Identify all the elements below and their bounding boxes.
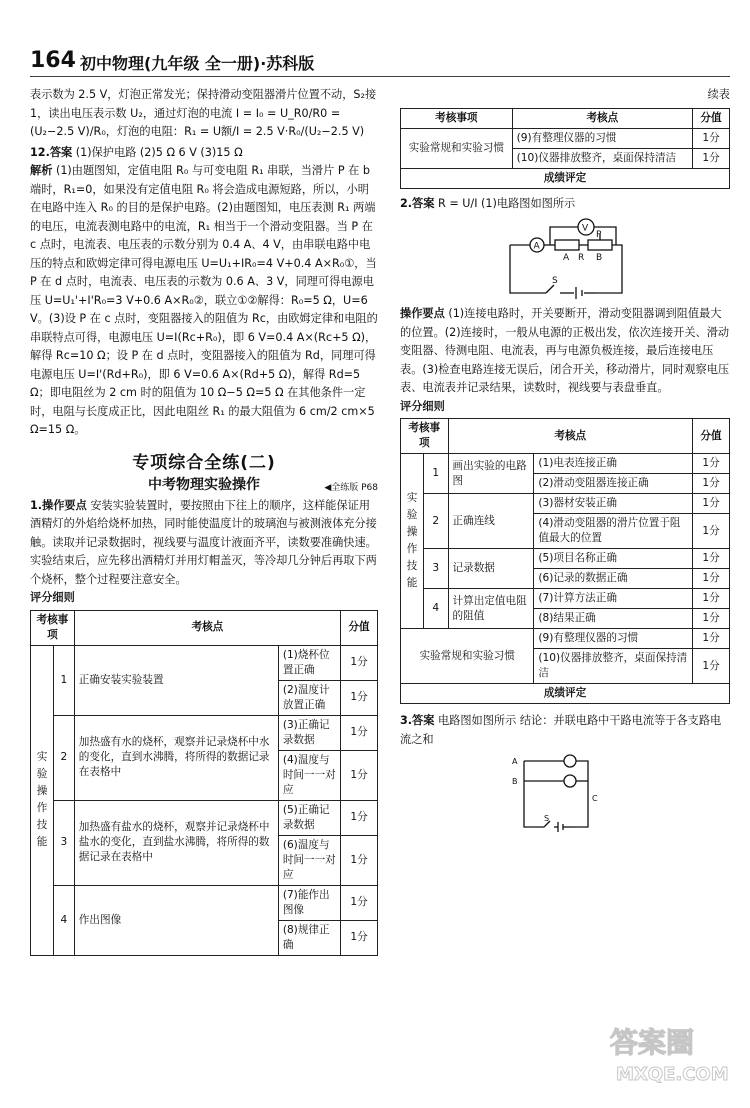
circuit-diagram-q2 — [490, 215, 640, 303]
category-cell: 实验操作技能 — [401, 454, 424, 629]
th-score: 分值 — [341, 610, 378, 645]
row-number: 1 — [54, 645, 75, 715]
th-item: 考核事项 — [31, 610, 75, 645]
right-column — [400, 86, 730, 837]
row-point: (5)项目名称正确 — [534, 549, 693, 569]
svg-text:C: C — [592, 794, 598, 803]
row-point: (8)结果正确 — [534, 609, 693, 629]
svg-text:B: B — [596, 253, 603, 263]
row-item: 画出实验的电路图 — [448, 454, 534, 494]
row-point: (9)有整理仪器的习惯 — [534, 629, 693, 649]
row-point: (10)仪器排放整齐，桌面保持清洁 — [512, 148, 692, 168]
row-number: 4 — [54, 885, 75, 955]
subsection-title — [30, 476, 378, 495]
section-title: 专项综合全练(二) — [132, 452, 276, 473]
row-score: 1分 — [341, 680, 378, 715]
svg-text:V: V — [582, 223, 589, 234]
page-number: 164 — [30, 48, 76, 73]
row-item: 正确连线 — [448, 494, 534, 549]
grade-row: 成绩评定 — [401, 684, 730, 704]
svg-text:答案圈: 答案圈 — [610, 1026, 695, 1059]
svg-text:A: A — [512, 757, 518, 766]
practice-ref: ◀全练版 P68 — [324, 483, 378, 493]
svg-text:MXQE.COM: MXQE.COM — [616, 1064, 729, 1085]
score-label-1: 评分细则 — [30, 591, 75, 604]
row-score: 1分 — [693, 549, 730, 569]
book-title: 初中物理(九年级 全一册)·苏科版 — [80, 54, 315, 73]
row-score: 1分 — [693, 474, 730, 494]
row-score: 1分 — [341, 885, 378, 920]
page-header — [30, 48, 730, 77]
th-item: 考核事项 — [401, 108, 513, 128]
continued-table — [400, 108, 730, 189]
row-score: 1分 — [693, 589, 730, 609]
q12-label: 12.答案 — [30, 145, 73, 159]
row-number: 1 — [424, 454, 449, 494]
th-point: 考核点 — [448, 419, 692, 454]
category-cell: 实验操作技能 — [31, 645, 54, 955]
row-score: 1分 — [693, 609, 730, 629]
row-point: (4)滑动变阻器的滑片位置于阻值最大的位置 — [534, 514, 693, 549]
row-point: (1)电表连接正确 — [534, 454, 693, 474]
grade-row: 成绩评定 — [401, 168, 730, 188]
left-column — [30, 86, 378, 956]
row-item: 计算出定值电阻的阻值 — [448, 589, 534, 629]
row-score: 1分 — [341, 835, 378, 885]
th-point: 考核点 — [512, 108, 692, 128]
svg-text:S: S — [552, 276, 558, 286]
row-point: (4)温度与时间一一对应 — [278, 750, 340, 800]
svg-text:R: R — [578, 253, 585, 263]
row-point: (1)烧杯位置正确 — [278, 645, 340, 680]
q3-text: 电路图如图所示 结论：并联电路中干路电流等于各支路电流之和 — [400, 714, 722, 746]
circuit-diagram-q3 — [510, 751, 620, 835]
row-score: 1分 — [693, 148, 730, 168]
th-point: 考核点 — [74, 610, 340, 645]
row-number: 2 — [54, 715, 75, 800]
subsection-text: 中考物理实验操作 — [148, 477, 260, 493]
row-score: 1分 — [693, 454, 730, 474]
row-point: (2)温度计放置正确 — [278, 680, 340, 715]
row-point: (6)温度与时间一一对应 — [278, 835, 340, 885]
q12-analysis-label: 解析 — [30, 164, 53, 177]
row-point: (6)记录的数据正确 — [534, 569, 693, 589]
row-point: (3)器材安装正确 — [534, 494, 693, 514]
q2-op-text: (1)连接电路时，开关要断开，滑动变阻器调到阻值最大的位置。(2)连接时，一般从电源的正极出发，依次连接开关、滑动变阻器、待测电阻、电流表，再与电源负极连接，最后连接电压表。(3)检查电路连接无误后，闭合开关，移动滑片，同时观察电压表、电流表并记录结果，读数时，视线要与表盘垂直。 — [400, 307, 730, 394]
q12-answer: (1)保护电路 (2)5 Ω 6 V (3)15 Ω — [75, 145, 243, 159]
q2-label: 2.答案 — [400, 196, 435, 210]
row-item: 实验常规和实验习惯 — [401, 128, 513, 168]
row-score: 1分 — [693, 569, 730, 589]
row-item: 记录数据 — [448, 549, 534, 589]
row-score: 1分 — [693, 128, 730, 148]
row-item: 加热盛有盐水的烧杯，观察并记录烧杯中盐水的变化，直到盐水沸腾，将所得的数据记录在表格中 — [74, 800, 278, 885]
svg-text:B: B — [512, 777, 518, 786]
row-score: 1分 — [341, 750, 378, 800]
row-score: 1分 — [693, 629, 730, 649]
continued-label: 续表 — [707, 88, 730, 101]
q12-analysis: (1)由题图知，定值电阻 R₀ 与可变电阻 R₁ 串联，当滑片 P 在 b 端时，R₁=0，如果没有定值电阻 R₀ 将会造成电源短路，所以，小明在电路中连入 R₀ 的目的是保护电路。(2)由题图知，电压表测 R₁ 两端的电压，电流表测电路中的电流，R₁ 相当于一个滑动变阻器。当 P 在 c 点时，电流表、电压表的示数分别为 0.4 A、4 V，由串联电路中电压的特点和欧姆定律可得电源电压 U=U₁+IR₀=4 V+0.4 A×R₀①，当 P 在 d 点时，电流表、电压表的示数为 0.6 A、3 V，同理可得电源电压 U=U₁'+I'R₀=3 V+0.6 A×R₀②，联立①②解得：R₀=5 Ω，U=6 V。(3)设 P 在 c 点时，变阻器接入的阻值为 Rc，由欧姆定律和电阻的串联特点可得，电源电压 U=I(Rc+R₀)，即 6 V=0.4 A×(Rc+5 Ω)，解得 Rc=10 Ω；设 P 在 d 点时，变阻器接入的阻值为 Rd，同理可得电源电压 U=I'(Rd+R₀)，即 6 V=0.6 A×(Rd+5 Ω)，解得 Rd=5 Ω；即电阻丝为 2 cm 时的阻值为 10 Ω−5 Ω=5 Ω 在其他条件一定时，电阻与长度成正比，因此电阻丝 R₁ 的最大阻值为 6 cm/2 cm×5 Ω=15 Ω。 — [30, 164, 378, 436]
q11-continuation: 表示数为 2.5 V，灯泡正常发光；保持滑动变阻器滑片位置不动，S₂接 1，读出电压表示数 U₂，通过灯泡的电流 I = I₀ = U_R0/R0 = (U₂−2.5 V)/R₀，灯泡的电阻：R₁ = U额/I = 2.5 V·R₀/(U₂−2.5 V) — [30, 88, 377, 138]
svg-text:A: A — [563, 253, 570, 263]
svg-text:A: A — [533, 241, 540, 252]
row-score: 1分 — [341, 645, 378, 680]
score-label-2: 评分细则 — [400, 399, 445, 413]
row-point: (9)有整理仪器的习惯 — [512, 128, 692, 148]
row-number: 2 — [424, 494, 449, 549]
row-score: 1分 — [341, 920, 378, 955]
q2-answer: R = U/I (1)电路图如图所示 — [437, 196, 576, 210]
row-number: 4 — [424, 589, 449, 629]
row-score: 1分 — [341, 800, 378, 835]
row-point: (3)正确记录数据 — [278, 715, 340, 750]
row-item: 加热盛有水的烧杯，观察并记录烧杯中水的变化，直到水沸腾，将所得的数据记录在表格中 — [74, 715, 278, 800]
watermark-logo — [606, 1018, 736, 1088]
row-score: 1分 — [693, 494, 730, 514]
row-point: (8)规律正确 — [278, 920, 340, 955]
row-point: (10)仪器排放整齐，桌面保持清洁 — [534, 649, 693, 684]
q2-op-label: 操作要点 — [400, 307, 445, 320]
row-score: 1分 — [341, 715, 378, 750]
row-number: 3 — [424, 549, 449, 589]
row-score: 1分 — [693, 514, 730, 549]
row-item: 实验常规和实验习惯 — [401, 629, 534, 684]
row-point: (5)正确记录数据 — [278, 800, 340, 835]
score-table-2 — [400, 418, 730, 704]
svg-text:P: P — [596, 230, 602, 240]
score-table-1 — [30, 610, 378, 956]
th-score: 分值 — [693, 108, 730, 128]
q1-label: 1.操作要点 — [30, 498, 87, 512]
th-item: 考核事项 — [401, 419, 449, 454]
q3-label: 3.答案 — [400, 714, 435, 727]
row-point: (7)计算方法正确 — [534, 589, 693, 609]
row-item: 正确安装实验装置 — [74, 645, 278, 715]
row-point: (2)滑动变阻器连接正确 — [534, 474, 693, 494]
row-point: (7)能作出图像 — [278, 885, 340, 920]
th-score: 分值 — [693, 419, 730, 454]
q1-text: 安装实验装置时，要按照由下往上的顺序，这样能保证用酒精灯的外焰给烧杯加热，同时能使温度计的玻璃泡与被测液体充分接触。读取并记录数据时，视线要与温度计液面齐平，读数要准确快速。实验结束后，应先移出酒精灯并用灯帽盖灭，等冷却几分钟后再取下两个烧杯，整个过程要注意安全。 — [30, 498, 377, 586]
row-item: 作出图像 — [74, 885, 278, 955]
svg-text:S: S — [544, 814, 550, 823]
row-score: 1分 — [693, 649, 730, 684]
row-number: 3 — [54, 800, 75, 885]
